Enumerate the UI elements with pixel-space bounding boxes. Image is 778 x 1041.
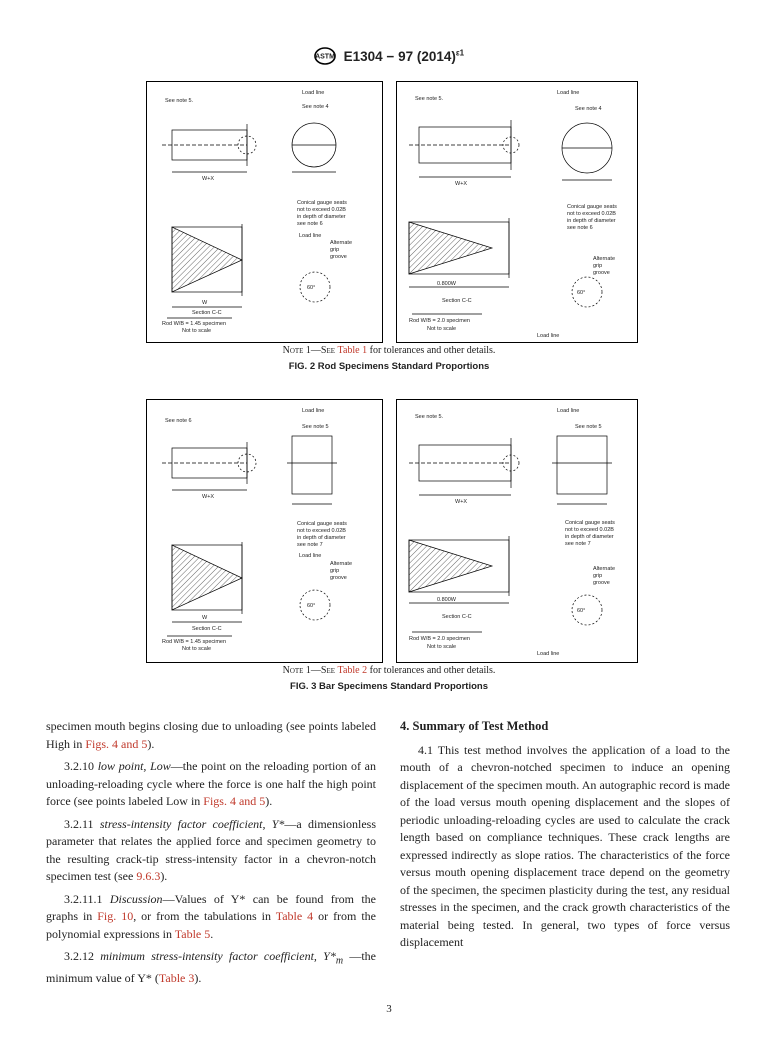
see-note-top-label: See note 4 (575, 106, 602, 112)
alternate-2: groove (593, 270, 610, 276)
alternate-1: grip (330, 568, 340, 574)
alternate-1: grip (593, 263, 603, 269)
bottom-width-label: 0.800W (437, 597, 456, 603)
width-label: W+X (202, 176, 215, 182)
table-4-link[interactable]: Table 4 (275, 909, 314, 923)
alternate-0: Alternate (593, 256, 616, 262)
table-5-link[interactable]: Table 5 (174, 926, 211, 941)
fig-10-link[interactable]: Fig. 10 (97, 909, 134, 923)
fig3-left-drawing (147, 400, 382, 662)
para-3-2-11-1: 3.2.11.1 Discussion—Values of Y* can be found from the graphs in Fig. 10, or from the tabulations in Table 4 or from the polynomial expressions in Table 5. (46, 891, 377, 941)
figs-4-5-link[interactable]: Figs. 4 and 5 (203, 794, 266, 808)
section-label: Section C-C (442, 614, 472, 620)
scale-label: Not to scale (427, 644, 457, 650)
conical-line-2: in depth of diameter (297, 214, 346, 220)
right-column (400, 718, 730, 957)
scale-label: Not to scale (182, 328, 212, 334)
load-line-label: Load line (302, 90, 325, 96)
svg-text:ASTM: ASTM (314, 53, 335, 61)
fig3-note: Note 1—See Table 2 for tolerances and other details. (282, 665, 496, 676)
para-3-2-10: 3.2.10 low point, Low—the point on the reloading portion of an unloading-reloading cycle where the force is one half the high point force (see points labeled Low in Figs. 4 and 5). (46, 759, 376, 808)
fig2-right-panel (396, 81, 638, 343)
alternate-0: Alternate (330, 561, 353, 567)
fig3-table-link[interactable]: Table 2 (337, 665, 368, 676)
fig3-left-panel (146, 399, 383, 663)
conical-line-0: Conical gauge seats (565, 520, 615, 526)
width-label: W+X (455, 499, 468, 505)
load-line2-label: Load line (299, 233, 322, 239)
bottom-width-label: W (202, 300, 208, 306)
conical-line-3: see note 6 (567, 225, 593, 231)
spec-label: Rod W/B = 2.0 specimen (409, 636, 470, 642)
conical-line-1: not to exceed 0.02B (565, 527, 614, 533)
table-3-link[interactable]: Table 3 (158, 970, 195, 985)
conical-line-3: see note 6 (297, 221, 323, 227)
see-note-label: See note 5. (415, 96, 444, 102)
alternate-2: groove (593, 580, 610, 586)
load-line2-label: Load line (299, 553, 322, 559)
bottom-width-label: 0.800W (437, 281, 456, 287)
left-column (46, 718, 376, 992)
para-continuation: specimen mouth begins closing due to unloading (see points labeled High in Figs. 4 and 5). (46, 719, 376, 751)
see-note-label: See note 6 (165, 418, 192, 424)
see-note-top-label: See note 4 (302, 104, 329, 110)
angle-label: 60° (307, 603, 316, 609)
conical-line-0: Conical gauge seats (297, 200, 347, 206)
load-line-label: Load line (557, 408, 580, 414)
angle-label: 60° (307, 285, 316, 291)
alternate-0: Alternate (593, 566, 616, 572)
para-3-2-12: 3.2.12 minimum stress-intensity factor coefficient, $Y*_m$ —the minimum value of Y* (Table 3). (46, 949, 376, 985)
section-heading: 4. Summary of Test Method (400, 719, 549, 733)
alternate-1: grip (330, 247, 340, 253)
conical-line-1: not to exceed 0.02B (297, 528, 346, 534)
bottom-width-label: W (202, 615, 208, 621)
load-line-label: Load line (302, 408, 325, 414)
angle-label: 60° (577, 608, 586, 614)
conical-line-1: not to exceed 0.02B (567, 211, 616, 217)
conical-line-2: in depth of diameter (297, 535, 346, 541)
para-3-2-11: 3.2.11 stress-intensity factor coefficient, Y*—a dimensionless parameter that relates the applied force and specimen geometry to the resulting crack-tip stress-intensity factor in a chevron-notch specimen test (see 9.6.3). (46, 816, 376, 883)
alternate-1: grip (593, 573, 603, 579)
fig2-left-panel (146, 81, 383, 343)
section-9-6-3-link[interactable]: 9.6.3 (136, 869, 161, 883)
fig2-note: Note 1—See Table 1 for tolerances and other details. (282, 345, 496, 356)
load-line-bottom-label: Load line (537, 333, 560, 339)
fig2-caption: FIG. 2 Rod Specimens Standard Proportions (288, 361, 490, 372)
width-label: W+X (455, 181, 468, 187)
astm-logo-icon (314, 47, 336, 68)
conical-line-1: not to exceed 0.02B (297, 207, 346, 213)
alternate-2: groove (330, 254, 347, 260)
see-note-label: See note 5. (165, 98, 194, 104)
see-note-top-label: See note 5 (302, 424, 329, 430)
conical-line-2: in depth of diameter (567, 218, 616, 224)
figs-4-5-link[interactable]: Figs. 4 and 5 (85, 736, 148, 751)
fig2-table-link[interactable]: Table 1 (337, 345, 368, 356)
section-label: Section C-C (442, 298, 472, 304)
angle-label: 60° (577, 290, 586, 296)
fig2-right-drawing (397, 82, 637, 342)
fig3-caption: FIG. 3 Bar Specimens Standard Proportions (290, 681, 488, 692)
section-label: Section C-C (192, 310, 222, 316)
load-line-bottom-label: Load line (537, 651, 560, 657)
conical-line-0: Conical gauge seats (567, 204, 617, 210)
spec-label: Rod W/B = 1.45 specimen (162, 321, 227, 327)
conical-line-0: Conical gauge seats (297, 521, 347, 527)
width-label: W+X (202, 494, 215, 500)
para-4-1: 4.1 This test method involves the application of a load to the mouth of a chevron-notched specimen to induce an opening displacement of the specimen mouth. An autographic record is made of the load versus mouth opening displacement and the slopes of periodic unloading-reloading cycles are used to calculate the crack length based on compliance techniques. These crack lengths are expressed indirectly as slope ratios. The characteristics of the force versus mouth opening displacement trace depend on the geometry of the specimen, the specimen plasticity during the test, any residual stresses in the specimen, and the crack growth characteristics of the material being tested. In general, two types of force versus displacement (400, 742, 730, 949)
alternate-0: Alternate (330, 240, 353, 246)
conical-line-3: see note 7 (565, 541, 591, 547)
conical-line-2: in depth of diameter (565, 534, 614, 540)
see-note-top-label: See note 5 (575, 424, 602, 430)
epsilon-superscript: ε1 (455, 48, 465, 58)
see-note-label: See note 5. (415, 414, 444, 420)
scale-label: Not to scale (182, 646, 212, 652)
spec-label: Rod W/B = 1.45 specimen (162, 639, 227, 645)
fig2-left-drawing (147, 82, 382, 342)
page-number: 3 (386, 1003, 392, 1015)
section-label: Section C-C (192, 626, 222, 632)
document-designation: E1304 − 97 (2014) (343, 49, 456, 65)
scale-label: Not to scale (427, 326, 457, 332)
conical-line-3: see note 7 (297, 542, 323, 548)
document-header (0, 47, 778, 68)
load-line-label: Load line (557, 90, 580, 96)
fig3-right-panel (396, 399, 638, 663)
spec-label: Rod W/B = 2.0 specimen (409, 318, 470, 324)
fig3-right-drawing (397, 400, 637, 662)
alternate-2: groove (330, 575, 347, 581)
